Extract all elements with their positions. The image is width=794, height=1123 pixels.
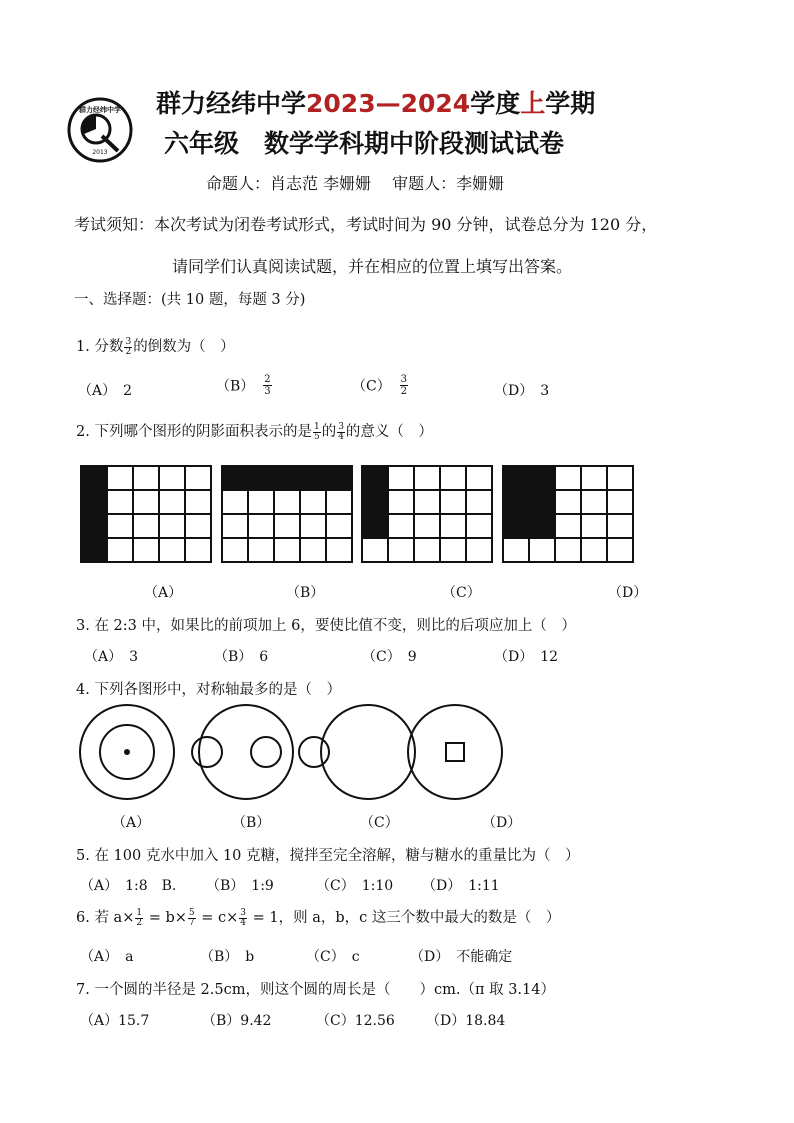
q6-f1-den: 2 [136,917,143,928]
q1-c-fraction [400,374,408,397]
q4-label-d: （D） [482,815,522,831]
q1-option-a: （A） 2 [78,383,133,399]
q2-f2-den: 4 [338,431,344,442]
q6-f1-num: 1 [136,907,143,918]
xue-du: 学度 [470,89,521,118]
q7-option-c: （C）12.56 [316,1013,395,1029]
q6-fraction-3 [239,909,247,928]
q1-b-num: 2 [264,374,271,385]
q4-figure-d-outer [408,705,502,799]
q2-fraction-2 [337,423,345,442]
q3-option-c: （C） 9 [362,649,417,665]
section1-title: 一、选择题：(共 10 题，每题 3 分) [74,292,306,308]
q2-f1-den: 5 [313,431,320,442]
q1-b-den: 3 [264,386,271,397]
grid-b [221,465,353,563]
q4-label-a: （A） [112,815,151,831]
q2-post: 的意义（ ） [345,424,433,440]
q2-pre: 2. 下列哪个图形的阴影面积表示的是 [76,424,312,440]
q2-stem [76,420,433,442]
q4-figures [70,700,520,810]
q1-stem [76,335,235,357]
q2-f1-num: 1 [313,421,320,432]
notice-line2: 请同学们认真阅读试题，并在相应的位置上填写出答案。 [172,257,573,276]
q5-option-c: （C） 1:10 [316,878,394,894]
q6-f2-num: 5 [188,907,195,918]
q7-option-a: （A）15.7 [80,1013,150,1029]
grid-label-b: （B） [286,585,325,601]
q1-option-b [216,374,272,397]
q5-stem: 5. 在 100 克水中加入 10 克糖，搅拌至完全溶解，糖与糖水的重量比为（ ） [76,848,580,864]
q6-fraction-1 [135,909,143,928]
q1-b-label: （B） [216,378,255,395]
q6-m1: = b× [144,910,187,926]
grid-a [80,465,212,563]
q1-c-den: 2 [400,386,407,397]
xue-qi: 学期 [545,89,596,118]
q4-figure-c-left [299,737,329,767]
authors-line: 命题人：肖志范 李姗姗 审题人：李姗姗 [206,174,505,193]
q3-option-b: （B） 6 [214,649,269,665]
q5-option-d: （D） 1:11 [422,878,500,894]
q4-figure-d-square [446,743,464,761]
notice-line1: 考试须知：本次考试为闭卷考试形式，考试时间为 90 分钟，试卷总分为 120 分， [74,215,658,234]
q1-post: 的倒数为（ ） [133,339,235,355]
q3-stem: 3. 在 2:3 中，如果比的前项加上 6，要使比值不变，则比的后项应加上（ ） [76,618,576,634]
q7-option-b: （B）9.42 [202,1013,272,1029]
exam-title-line1 [156,84,595,120]
q6-option-c: （C） c [306,949,360,965]
q6-pre: 6. 若 a× [76,910,135,926]
q4-figure-b-right [251,737,281,767]
q1-b-fraction [263,374,271,397]
q2-mid: 的 [321,424,337,440]
q1-c-label: （C） [352,378,391,395]
q6-option-d: （D） 不能确定 [410,949,513,965]
q4-figure-b-outer [199,705,293,799]
q4-figure-c-outer [321,705,415,799]
q5-option-a: （A） 1:8 B. [80,878,177,894]
q3-option-a: （A） 3 [84,649,139,665]
q4-stem: 4. 下列各图形中，对称轴最多的是（ ） [76,682,341,698]
q1-c-num: 3 [400,374,407,385]
q4-figure-a-dot [124,749,130,755]
q6-option-a: （A） a [80,949,134,965]
term: 上 [520,89,546,118]
exam-title-line2: 六年级 数学学科期中阶段测试试卷 [164,129,565,158]
q6-f2-den: 7 [188,917,195,928]
grid-label-c: （C） [442,585,481,601]
q1-fraction [124,338,132,357]
q1-option-c [352,374,408,397]
q1-frac-num: 3 [125,336,132,347]
q4-label-b: （B） [232,815,271,831]
q6-fraction-2 [188,909,196,928]
q3-option-d: （D） 12 [494,649,559,665]
q6-option-b: （B） b [200,949,255,965]
grid-label-d: （D） [608,585,648,601]
grid-d [502,465,634,563]
q7-stem: 7. 一个圆的半径是 2.5cm，则这个圆的周长是（ ）cm.（π 取 3.14） [76,982,555,998]
q6-f3-num: 3 [240,907,247,918]
school-name: 群力经纬中学 [156,89,307,118]
grid-label-a: （A） [144,585,183,601]
q5-option-b: （B） 1:9 [206,878,274,894]
q6-f3-den: 4 [240,917,247,928]
q4-figure-b-left [192,737,222,767]
q6-post: = 1，则 a，b，c 这三个数中最大的数是（ ） [248,910,561,926]
q2-f2-num: 3 [338,421,344,432]
school-logo [66,96,134,164]
svg-text:群力经纬中学: 群力经纬中学 [79,106,121,114]
grid-c [361,465,493,563]
svg-text:2013: 2013 [92,149,108,156]
q2-fraction-1 [313,423,321,442]
q4-label-c: （C） [360,815,399,831]
q1-pre: 1. 分数 [76,339,124,355]
q7-option-d: （D）18.84 [426,1013,506,1029]
q6-stem [76,906,560,928]
q1-option-d: （D） 3 [494,383,550,399]
school-years: 2023—2024 [306,89,471,118]
q6-m2: = c× [196,910,239,926]
q1-frac-den: 2 [125,346,132,357]
